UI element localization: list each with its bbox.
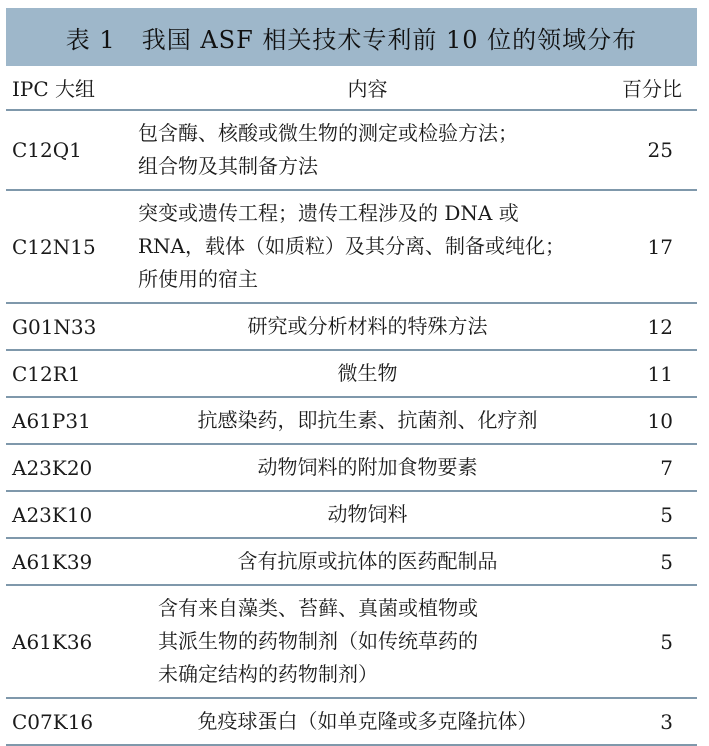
header-percent: 百分比 — [607, 66, 697, 110]
patent-domain-table — [6, 66, 697, 746]
header-content: 内容 — [128, 66, 607, 110]
content-line: 微生物 — [337, 361, 398, 385]
percent-cell: 25 — [607, 110, 697, 190]
table-row — [6, 491, 697, 538]
content-line: 免疫球蛋白（如单克隆或多克隆抗体） — [197, 709, 538, 733]
ipc-code-cell: C12N15 — [6, 190, 128, 303]
table-row — [6, 110, 697, 190]
ipc-code-cell: A61K36 — [6, 585, 128, 698]
content-cell — [128, 491, 607, 538]
percent-cell: 5 — [607, 585, 697, 698]
table-label: 表 1 — [65, 25, 116, 54]
content-cell — [128, 538, 607, 585]
table-title: 我国 ASF 相关技术专利前 10 位的领域分布 — [141, 25, 638, 54]
content-line: 含有抗原或抗体的医药配制品 — [237, 549, 498, 573]
content-cell — [128, 190, 607, 303]
header-ipc-group: IPC 大组 — [6, 66, 128, 110]
content-cell — [128, 585, 607, 698]
table-title-bar — [6, 8, 697, 66]
ipc-code-cell: A61K39 — [6, 538, 128, 585]
table-row — [6, 350, 697, 397]
content-cell — [128, 698, 607, 745]
ipc-code-cell: C12R1 — [6, 350, 128, 397]
content-line: RNA，载体（如质粒）及其分离、制备或纯化； — [138, 234, 566, 258]
content-cell — [128, 444, 607, 491]
ipc-code-cell: G01N33 — [6, 303, 128, 350]
ipc-code-cell: A61P31 — [6, 397, 128, 444]
content-cell — [128, 350, 607, 397]
table-row — [6, 190, 697, 303]
content-line: 组合物及其制备方法 — [138, 154, 318, 178]
ipc-code-cell: A23K20 — [6, 444, 128, 491]
table-row — [6, 538, 697, 585]
content-line: 突变或遗传工程；遗传工程涉及的 DNA 或 — [138, 201, 519, 225]
table-row — [6, 444, 697, 491]
content-line: 含有来自藻类、苔藓、真菌或植物或 — [158, 596, 478, 620]
patent-table-figure — [6, 8, 697, 746]
table-header-row — [6, 66, 697, 110]
content-line: 研究或分析材料的特殊方法 — [247, 314, 488, 338]
ipc-code-cell: C12Q1 — [6, 110, 128, 190]
content-cell — [128, 110, 607, 190]
content-cell — [128, 397, 607, 444]
ipc-code-cell: C07K16 — [6, 698, 128, 745]
content-line: 所使用的宿主 — [138, 267, 258, 291]
percent-cell: 3 — [607, 698, 697, 745]
content-line: 其派生物的药物制剂（如传统草药的 — [158, 629, 478, 653]
table-body — [6, 110, 697, 745]
percent-cell: 11 — [607, 350, 697, 397]
content-line: 动物饲料的附加食物要素 — [257, 455, 478, 479]
content-line: 未确定结构的药物制剂） — [158, 662, 378, 686]
content-line: 包含酶、核酸或微生物的测定或检验方法； — [138, 121, 518, 145]
table-row — [6, 303, 697, 350]
percent-cell: 5 — [607, 538, 697, 585]
content-line: 抗感染药，即抗生素、抗菌剂、化疗剂 — [197, 408, 538, 432]
percent-cell: 5 — [607, 491, 697, 538]
percent-cell: 17 — [607, 190, 697, 303]
table-row — [6, 397, 697, 444]
percent-cell: 10 — [607, 397, 697, 444]
content-cell — [128, 303, 607, 350]
table-row — [6, 698, 697, 745]
percent-cell: 7 — [607, 444, 697, 491]
percent-cell: 12 — [607, 303, 697, 350]
table-row — [6, 585, 697, 698]
ipc-code-cell: A23K10 — [6, 491, 128, 538]
content-line: 动物饲料 — [327, 502, 408, 526]
